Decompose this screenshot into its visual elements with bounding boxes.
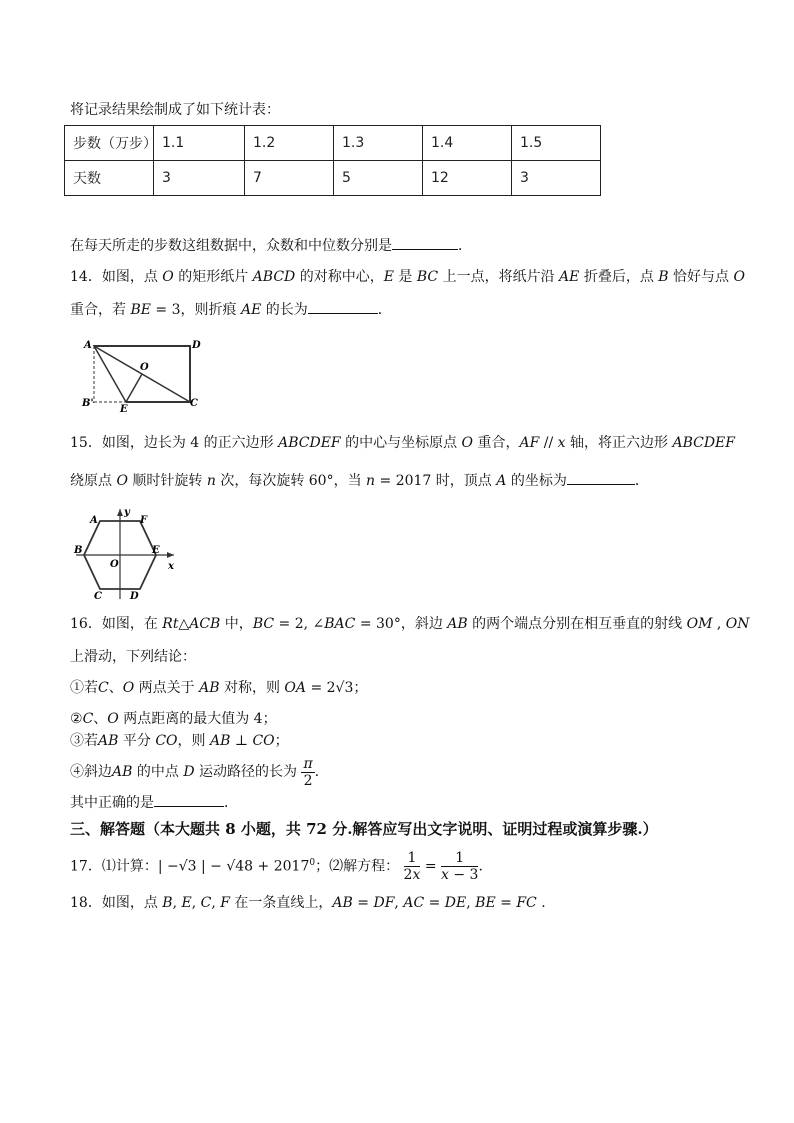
table-cell: 3 xyxy=(512,161,601,196)
conclusion-prefix: ③若 xyxy=(70,733,98,749)
figure-label: C xyxy=(190,398,198,409)
figure-label: O xyxy=(110,559,119,570)
answer-blank xyxy=(567,470,635,485)
q14-line1: 14．如图，点 O 的矩形纸片 ABCD 的对称中心，E 是 BC 上一点，将纸片沿 AE 折叠后，点 B 恰好与点 O xyxy=(70,269,745,285)
q13-tail: 在每天所走的步数这组数据中，众数和中位数分别是 ． xyxy=(70,235,472,256)
conclusion-prefix: ④斜边 xyxy=(70,764,112,780)
q15-line1: 15．如图，边长为 4 的正六边形 ABCDEF 的中心与坐标原点 O 重合，AF // x 轴，将正六边形 ABCDEF xyxy=(70,435,735,451)
q16-line2: 上滑动，下列结论： xyxy=(70,649,196,665)
intro-text: 将记录结果绘制成了如下统计表： xyxy=(70,102,280,118)
conclusion-prefix: ② xyxy=(70,711,83,727)
figure-label: E xyxy=(120,404,128,415)
figure-label: D xyxy=(192,340,201,351)
q16-conclusion-3: ③若AB 平分 CO，则 AB ⊥ CO； xyxy=(70,733,289,749)
q16-line1: 16．如图，在 Rt△ACB 中，BC = 2, ∠BAC = 30°，斜边 AB 的两个端点分别在相互垂直的射线 OM , ON xyxy=(70,616,750,632)
q14-line2: 重合，若 BE = 3，则折痕 AE 的长为 ． xyxy=(70,299,392,320)
figure-label: C xyxy=(94,591,102,601)
figure-label: D xyxy=(130,591,139,601)
table-cell: 1.4 xyxy=(423,126,512,161)
figure-label: A xyxy=(90,515,98,526)
q15-line2: 绕原点 O 顺时针旋转 n 次，每次旋转 60°，当 n = 2017 时，顶点 A 的坐标为 ． xyxy=(70,470,649,491)
figure-label: B' xyxy=(82,398,94,409)
figure-label: x xyxy=(168,561,174,572)
figure-label: E xyxy=(152,545,160,556)
figure-label: B xyxy=(74,545,83,556)
figure-label: y xyxy=(124,507,130,518)
question-number: 15． xyxy=(70,435,102,451)
q16-end: 其中正确的是 ． xyxy=(70,792,238,813)
table-cell: 步数（万步） xyxy=(65,126,154,161)
question-number: 17． xyxy=(70,858,102,875)
table-cell: 3 xyxy=(154,161,245,196)
table-cell: 1.2 xyxy=(245,126,334,161)
figure-label: O xyxy=(140,362,149,373)
table-cell: 7 xyxy=(245,161,334,196)
table-cell: 5 xyxy=(334,161,423,196)
figure-label: F xyxy=(140,515,148,526)
answer-blank xyxy=(154,792,224,807)
q16-conclusion-4: ④斜边AB 的中点 D 运动路径的长为 $\frac{\pi}{2}$ . xyxy=(70,755,320,789)
table-cell: 天数 xyxy=(65,161,154,196)
hexagon-figure xyxy=(70,505,185,601)
table-cell: 1.1 xyxy=(154,126,245,161)
rectangle-fold-figure xyxy=(78,336,208,416)
q13-text: 在每天所走的步数这组数据中，众数和中位数分别是 xyxy=(70,238,392,254)
answer-blank xyxy=(308,299,378,314)
stat-table xyxy=(64,125,601,196)
table-row xyxy=(65,126,601,161)
table-cell: 12 xyxy=(423,161,512,196)
table-row xyxy=(65,161,601,196)
question-number: 18． xyxy=(70,895,102,911)
q16-conclusion-2: ②C、O 两点距离的最大值为 4； xyxy=(70,711,277,727)
figure-label: A xyxy=(84,340,92,351)
q17-line: 17．⑴计算：| −√3 | − $√48 + 2017^0$；⑵解方程： $\frac{1}{2x}$ = $\frac{1}{x - 3}$ . xyxy=(70,850,483,884)
question-number: 16． xyxy=(70,616,102,632)
question-number: 14． xyxy=(70,269,102,285)
q16-end-text: 其中正确的是 xyxy=(70,795,154,811)
q16-conclusion-1: ①若C、O 两点关于 AB 对称，则 OA = 2√3； xyxy=(70,680,368,696)
table-cell: 1.5 xyxy=(512,126,601,161)
q18-line: 18．如图，点 B, E, C, F 在一条直线上，AB = DF, AC = DE, BE = FC . xyxy=(70,895,546,911)
answer-blank xyxy=(392,235,458,250)
table-cell: 1.3 xyxy=(334,126,423,161)
conclusion-prefix: ①若 xyxy=(70,680,98,696)
section-heading: 三、解答题（本大题共 8 小题，共 72 分.解答应写出文字说明、证明过程或演算步骤.） xyxy=(70,820,658,838)
